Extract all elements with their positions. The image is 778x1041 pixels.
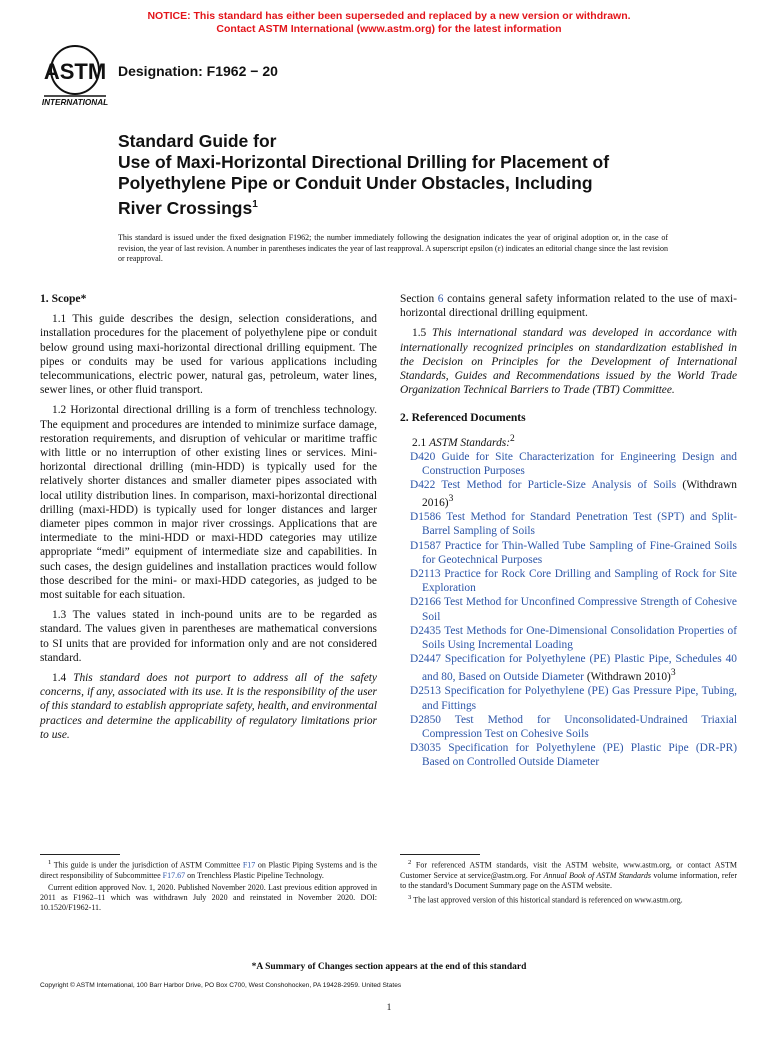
reference-title-link[interactable]: Guide for Site Characterization for Engineering Design and Construction Purposes — [422, 450, 737, 477]
scope-1-3: 1.3 The values stated in inch-pound units are to be regarded as standard. The values given in parentheses are mathematical conversions to SI units that are provided for information only and are not considered standard. — [40, 609, 377, 664]
reference-item — [410, 567, 737, 595]
footnote-3: $^3$ The last approved version of this historical standard is referenced on www.astm.org. — [408, 893, 683, 905]
reference-code-link[interactable]: D1586 — [410, 511, 442, 524]
title-footnote-mark: 1 — [252, 199, 258, 210]
astm-logo — [40, 42, 110, 108]
footnotes-right — [400, 858, 737, 907]
reference-item — [410, 652, 737, 684]
reference-title-link[interactable]: Specification for Polyethylene (PE) Plastic Pipe, Schedules 40 and 80, Based on Outside Diameter — [422, 653, 737, 684]
reference-title-link[interactable]: Practice for Rock Core Drilling and Sampling of Rock for Site Exploration — [422, 568, 737, 595]
issuance-note: This standard is issued under the fixed designation F1962; the number immediately following the designation indicates the year of original adoption or, in the case of revision, the year of last revision. A number in parentheses indicates the year of last reapproval. A superscript epsilon (ε) indicates an editorial change since the last revision or reapproval. — [118, 233, 668, 263]
footnote-2: $^2$ For referenced ASTM standards, visit the ASTM website, www.astm.org, or contact ASTM Customer Service at service@astm.org. For Annual Book of ASTM Standards volume information, refer to the standard’s Document Summary page on the ASTM website. — [400, 859, 738, 890]
reference-withdrawn-note: (Withdrawn 2016) — [422, 479, 737, 510]
reference-item — [410, 539, 737, 567]
footnote-1-edition: Current edition approved Nov. 1, 2020. Published November 2020. Last previous edition approved in 2011 as F1962–11 which was withdrawn July 2020 and reinstated in November 2020. DOI: 10.1520/F1962-11. — [40, 882, 377, 912]
reference-withdrawn-note: (Withdrawn 2010) — [583, 671, 671, 684]
reference-title-link[interactable]: Test Methods for One-Dimensional Consolidation Properties of Soils Using Incremental Loading — [422, 624, 737, 652]
reference-code-link[interactable]: D2435 — [410, 624, 442, 637]
section-6-link[interactable]: 6 — [437, 293, 444, 305]
reference-code-link[interactable]: D3035 — [410, 742, 442, 755]
scope-1-1: 1.1 This guide describes the design, selection considerations, and installation procedures for the placement of polyethylene pipe or conduit below ground using maxi-horizontal directional drilling equipment. The pipes or conduits may be used for various applications including telecommunications, electric power, natural gas, petroleum, water lines, sewer lines, or other fluid transport. — [40, 313, 377, 397]
title-line-1: Standard Guide for — [118, 131, 277, 151]
designation: Designation: F1962 − 20 — [118, 63, 278, 79]
footnotes-left — [40, 858, 377, 915]
scope-1-2: 1.2 Horizontal directional drilling is a form of trenchless technology. The equipment and procedures are intended to minimize surface damage, restoration requirements, and disruption of vehicular or maritime traffic with little or no interruption of other existing lines or services. Mini-horizontal directional drilling (min-HDD) is typically used for the relatively shorter distances and smaller diameter pipes associated with local utility distribution lines. In comparison, maxi-horizontal directional drilling (maxi-HDD) is typically used for longer distances and larger diameter pipes common in major river crossings. Applications that are intermediate to the mini-HDD or maxi-HDD categories may utilize appropriate “medi” equipment of intermediate size and capabilities. In such cases, the design guidelines and installation practices would follow those described for the mini- or maxi-HDD categories, as judged to be most suitable for each situation. — [40, 404, 377, 602]
reference-footnote-mark: 3 — [670, 668, 676, 679]
reference-title-link[interactable]: Specification for Polyethylene (PE) Plastic Pipe (DR-PR) Based on Controlled Outside Diameter — [422, 742, 737, 769]
copyright-line: Copyright © ASTM International, 100 Barr Harbor Drive, PO Box C700, West Conshohocken, PA 19428-2959. United States — [40, 982, 402, 989]
reference-title-link[interactable]: Test Method for Unconsolidated-Undrained Triaxial Compression Test on Cohesive Soils — [422, 713, 737, 741]
svg-text:ASTM: ASTM — [43, 59, 107, 84]
title-line-3: Polyethylene Pipe or Conduit Under Obstacles, Including — [118, 173, 593, 193]
reference-item — [410, 713, 737, 741]
scope-1-4: 1.4 This standard does not purport to address all of the safety concerns, if any, associated with its use. It is the responsibility of the user of this standard to establish appropriate safety, health, and environmental practices and determine the applicability of regulatory limitations prior to use. — [40, 672, 377, 741]
reference-item — [410, 450, 737, 478]
reference-item — [410, 684, 737, 712]
reference-title-link[interactable]: Specification for Polyethylene (PE) Gas Pressure Pipe, Tubing, and Fittings — [422, 685, 737, 712]
notice-line-2: Contact ASTM International (www.astm.org) for the latest information — [216, 23, 562, 35]
reference-code-link[interactable]: D422 — [410, 479, 436, 492]
reference-code-link[interactable]: D2166 — [410, 596, 442, 609]
withdrawal-notice — [0, 10, 778, 36]
logo-text: INTERNATIONAL — [41, 98, 109, 107]
reference-title-link[interactable]: Test Method for Particle-Size Analysis of Soils — [441, 479, 677, 492]
scope-1-5: 1.5 This international standard was developed in accordance with internationally recognized principles on standardization established in the Decision on Principles for the Development of International Standards, Guides and Recommendations issued by the World Trade Organization Technical Barriers to Trade (TBT) Committee. — [400, 327, 737, 397]
reference-code-link[interactable]: D1587 — [410, 539, 442, 552]
summary-of-changes-note: *A Summary of Changes section appears at the end of this standard — [251, 962, 527, 972]
reference-code-link[interactable]: D420 — [410, 450, 436, 463]
reference-code-link[interactable]: D2513 — [410, 685, 442, 698]
reference-item — [410, 741, 737, 769]
reference-title-link[interactable]: Test Method for Standard Penetration Test (SPT) and Split-Barrel Sampling of Soils — [422, 511, 737, 538]
reference-code-link[interactable]: D2850 — [410, 713, 442, 726]
footnote-divider-left — [40, 854, 120, 855]
reference-item — [410, 624, 737, 652]
footnote-1: $^1$ This guide is under the jurisdiction of ASTM Committee F17 on Plastic Piping Systems and is the direct responsibility of Subcommittee F17.67 on Trenchless Plastic Pipeline Technology. — [40, 859, 378, 880]
reference-footnote-mark: 3 — [448, 494, 454, 505]
notice-line-1: NOTICE: This standard has either been superseded and replaced by a new version or withdrawn. — [147, 10, 631, 22]
title-line-2: Use of Maxi-Horizontal Directional Drilling for Placement of — [118, 152, 610, 172]
reference-title-link[interactable]: Practice for Thin-Walled Tube Sampling of Fine-Grained Soils for Geotechnical Purposes — [422, 539, 737, 566]
reference-item — [410, 595, 737, 623]
footnote-divider-right — [400, 854, 480, 855]
scope-1-4-continued: Section 6 contains general safety information related to the use of maxi-horizontal directional drilling equipment. — [400, 293, 737, 320]
page-number: 1 — [386, 1003, 392, 1013]
right-column — [400, 292, 737, 770]
reference-item — [410, 510, 737, 538]
title-line-4: River Crossings — [118, 197, 253, 218]
reference-title-link[interactable]: Test Method for Unconfined Compressive Strength of Cohesive Soil — [422, 596, 737, 623]
subcommittee-f17-67-link[interactable]: F17.67 — [162, 870, 186, 880]
reference-list — [400, 450, 737, 770]
reference-code-link[interactable]: D2113 — [410, 568, 441, 581]
committee-f17-link[interactable]: F17 — [242, 860, 256, 870]
document-title — [118, 131, 678, 219]
reference-code-link[interactable]: D2447 — [410, 653, 442, 666]
reference-item — [410, 478, 737, 510]
astm-standards-subheading: 2.1 ASTM Standards:$^2$ — [412, 433, 515, 449]
referenced-documents-heading: 2. Referenced Documents — [400, 411, 526, 425]
left-column — [40, 292, 377, 748]
scope-heading: 1. Scope* — [40, 292, 87, 305]
